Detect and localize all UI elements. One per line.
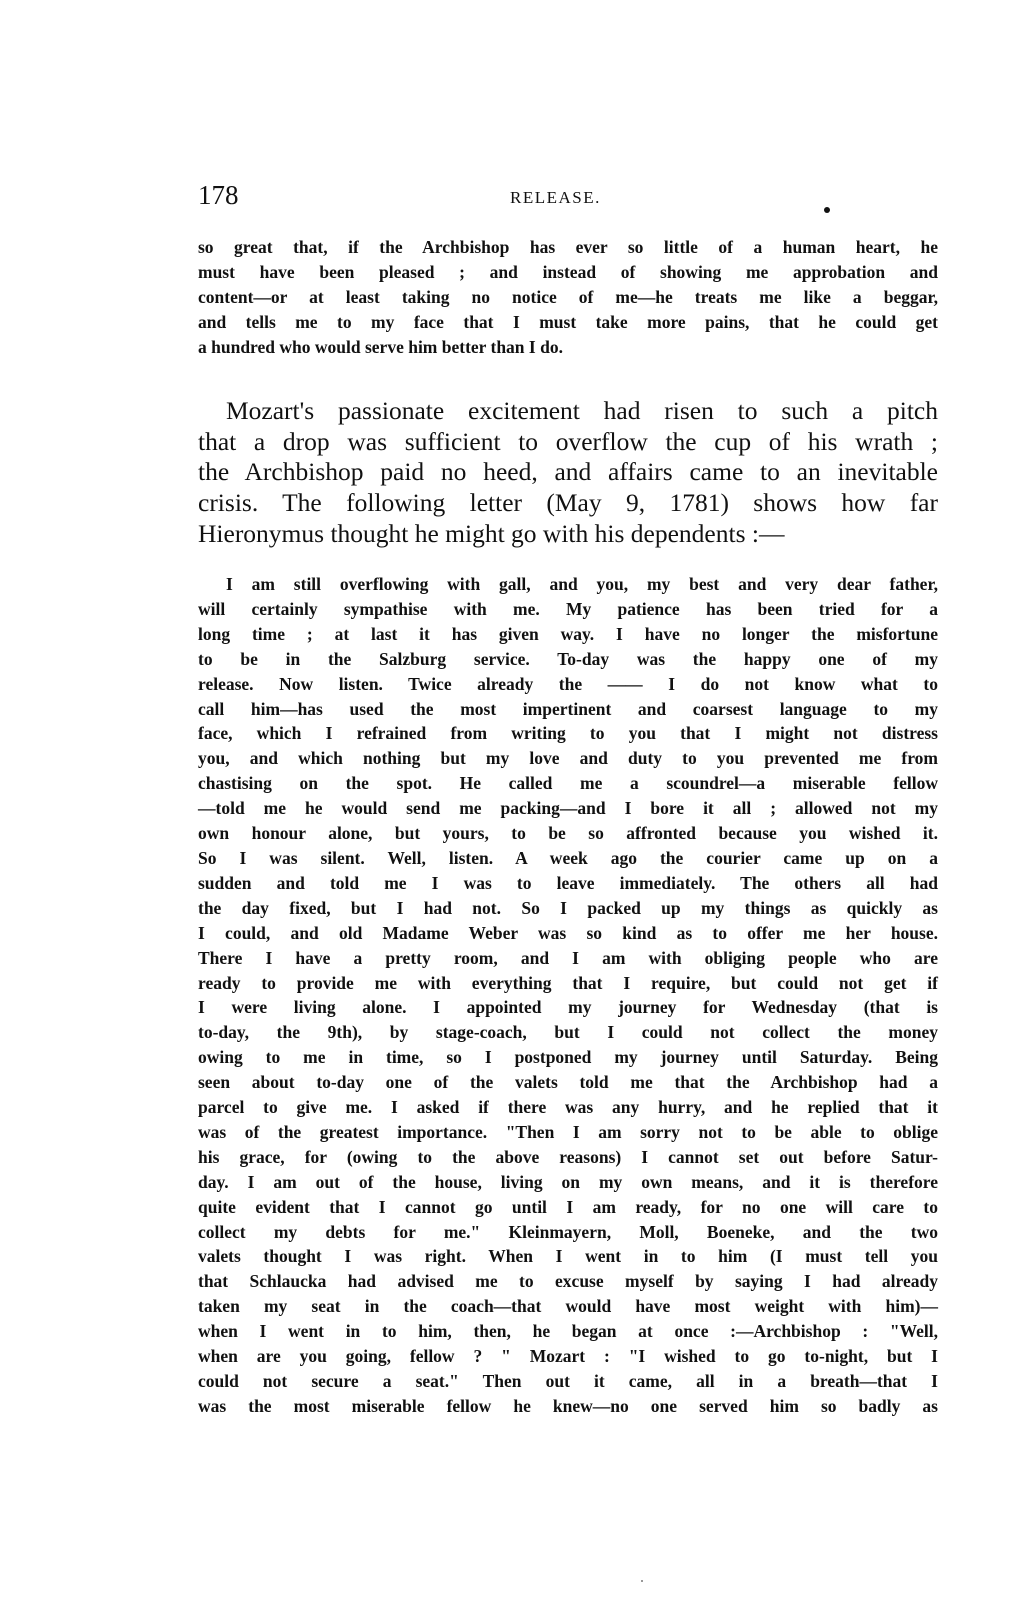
text-line: sudden and told me I was to leave immediately. The others all had — [198, 872, 938, 893]
text-line: must have been pleased ; and instead of showing me approbation and — [198, 261, 938, 282]
text-line: to-day, the 9th), by stage-coach, but I could not collect the money — [198, 1022, 938, 1043]
text-line: so great that, if the Archbishop has ever so little of a human heart, he — [198, 237, 938, 257]
text-line: the Archbishop paid no heed, and affairs came to an inevitable — [198, 457, 938, 487]
text-line: I could, and old Madame Weber was so kind as to offer me her house. — [198, 922, 938, 943]
text-line: Hieronymus thought he might go with his dependents :— — [198, 518, 785, 548]
text-line: seen about to-day one of the valets told me that the Archbishop had a — [198, 1072, 938, 1093]
text-line: was the most miserable fellow he knew—no one served him so badly as — [198, 1395, 938, 1416]
page-number: 178 — [198, 180, 239, 210]
text-line: —told me he would send me packing—and I bore it all ; allowed not my — [198, 798, 938, 819]
text-line: collect my debts for me." Kleinmayern, Moll, Boeneke, and the two — [198, 1221, 938, 1242]
text-line: parcel to give me. I asked if there was any hurry, and he replied that it — [198, 1097, 938, 1118]
text-line: and tells me to my face that I must take more pains, that he could get — [198, 311, 938, 332]
text-line: I am still overflowing with gall, and you, my best and very dear father, — [226, 574, 938, 594]
ink-speck — [824, 207, 830, 213]
text-line: when I went in to him, then, he began at once :—Archbishop : "Well, — [198, 1321, 938, 1342]
text-line: his grace, for (owing to the above reasons) I cannot set out before Satur- — [198, 1146, 938, 1167]
letter-block — [198, 572, 938, 1419]
text-line: day. I am out of the house, living on my own means, and it is therefore — [198, 1171, 938, 1192]
text-line: was of the greatest importance. "Then I am sorry not to be able to oblige — [198, 1121, 938, 1142]
text-line: call him—has used the most impertinent and coarsest language to my — [198, 698, 938, 719]
text-line: quite evident that I cannot go until I am ready, for no one will care to — [198, 1196, 938, 1217]
text-line: taken my seat in the coach—that would have most weight with him)— — [198, 1296, 938, 1317]
text-line: could not secure a seat." Then out it came, all in a breath—that I — [198, 1371, 938, 1391]
text-line: that a drop was sufficient to overflow the cup of his wrath ; — [198, 426, 938, 456]
opening-quote-block — [198, 235, 938, 360]
text-line: release. Now listen. Twice already the —— I do not know what to — [198, 673, 938, 694]
text-line: chastising on the spot. He called me a scoundrel—a miserable fellow — [198, 773, 938, 794]
text-line: to be in the Salzburg service. To-day was the happy one of my — [198, 648, 938, 669]
text-line: There I have a pretty room, and I am with obliging people who are — [198, 947, 938, 968]
text-line: crisis. The following letter (May 9, 1781) shows how far — [198, 488, 938, 518]
running-head: RELEASE. — [510, 188, 601, 207]
text-line: I were living alone. I appointed my journey for Wednesday (that is — [198, 997, 938, 1018]
ink-dot — [641, 1580, 643, 1582]
text-line: you, and which nothing but my love and duty to you prevented me from — [198, 748, 938, 769]
text-line: So I was silent. Well, listen. A week ago the courier came up on a — [198, 847, 938, 868]
text-line: valets thought I was right. When I went in to him (I must tell you — [198, 1246, 938, 1267]
text-line: content—or at least taking no notice of me—he treats me like a beggar, — [198, 286, 938, 307]
text-line: that Schlaucka had advised me to excuse myself by saying I had already — [198, 1271, 938, 1292]
text-line: face, which I refrained from writing to you that I might not distress — [198, 723, 938, 744]
text-line: a hundred who would serve him better than I do. — [198, 336, 563, 357]
text-line: own honour alone, but yours, to be so affronted because you wished it. — [198, 823, 938, 844]
narrative-paragraph — [198, 396, 938, 550]
text-line: long time ; at last it has given way. I have no longer the misfortune — [198, 623, 938, 644]
text-line: will certainly sympathise with me. My patience has been tried for a — [198, 598, 938, 619]
text-line: owing to me in time, so I postponed my journey until Saturday. Being — [198, 1047, 938, 1068]
text-line: Mozart's passionate excitement had risen to such a pitch — [226, 396, 938, 425]
text-line: when are you going, fellow ? " Mozart : "I wished to go to-night, but I — [198, 1346, 938, 1367]
text-line: ready to provide me with everything that I require, but could not get if — [198, 972, 938, 993]
text-line: the day fixed, but I had not. So I packed up my things as quickly as — [198, 897, 938, 918]
